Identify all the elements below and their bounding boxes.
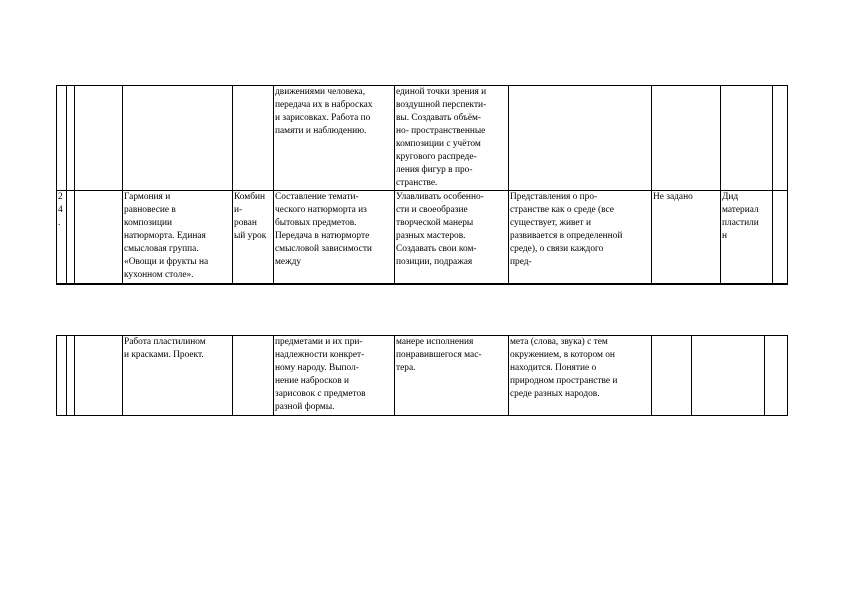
lesson-number: 2 4. (58, 192, 63, 228)
table-cell (123, 336, 233, 416)
table-cell (274, 86, 395, 191)
table-cell (274, 336, 395, 416)
lesson-skills: Улавливать особенно- сти и своеобразие творческой манеры разных мастеров. Создавать свои ком- позиции, подражая (396, 192, 484, 267)
table-cell (652, 336, 692, 416)
lesson-type: Комбин и- рован ый урок (234, 192, 267, 241)
table-cell (67, 336, 75, 416)
table-cell (57, 191, 67, 285)
table-cell (509, 86, 652, 191)
table-cell (57, 336, 67, 416)
table-cell (395, 191, 509, 285)
table-cell (721, 86, 773, 191)
lesson-plan-table-bottom (56, 335, 788, 416)
lesson-activity: Составление темати- ческого натюрморта из бытовых предметов. Передача в натюрморте смысловой зависимости между (275, 192, 372, 267)
lesson-activity: предметами и их при- надлежности конкрет- ному народу. Выпол- нение набросков и зарисовок с предметов разной формы. (275, 337, 366, 412)
table-cell (395, 86, 509, 191)
table-cell (75, 336, 123, 416)
table-row (57, 336, 788, 416)
table-cell (773, 191, 788, 285)
lesson-topic: Гармония и равновесие в композиции натюрморта. Единая смысловая группа. «Овощи и фрукты на кухонном столе». (124, 192, 209, 280)
lesson-plan-table-top (56, 85, 788, 285)
table-cell (509, 191, 652, 285)
lesson-materials: Дид материал пластили н (722, 192, 759, 241)
table-cell (123, 191, 233, 285)
table-cell (652, 191, 721, 285)
table-cell (57, 86, 67, 191)
lesson-concepts: мета (слова, звука) с тем окружением, в котором он находится. Понятие о природном пространстве и среде разных народов. (510, 337, 618, 399)
table-row (57, 191, 788, 285)
table-cell (274, 191, 395, 285)
table-cell (123, 86, 233, 191)
table-cell (509, 336, 652, 416)
table-cell (233, 336, 274, 416)
table-cell (692, 336, 765, 416)
table-cell (67, 191, 75, 285)
lesson-skills: манере исполнения понравившегося мас- тера. (396, 337, 482, 373)
table-cell (233, 86, 274, 191)
lesson-homework: Не задано (653, 192, 693, 202)
table-cell (233, 191, 274, 285)
table-cell (721, 191, 773, 285)
table-cell (67, 86, 75, 191)
table-cell (773, 86, 788, 191)
table-cell (75, 191, 123, 285)
table-cell (75, 86, 123, 191)
lesson-concepts: Представления о про- странстве как о среде (все существует, живет и развивается в определенной среде), о связи каждого пред- (510, 192, 623, 267)
cell-text: единой точки зрения и воздушной перспекти- вы. Создавать объём- но- пространственные композиции с учётом кругового распреде- ления фигур в про- странстве. (396, 87, 487, 188)
table-cell (395, 336, 509, 416)
cell-text: движениями человека, передача их в набросках и зарисовках. Работа по памяти и наблюдению. (275, 87, 373, 136)
table-row (57, 86, 788, 191)
table-cell (765, 336, 788, 416)
table-cell (652, 86, 721, 191)
lesson-topic: Работа пластилином и красками. Проект. (124, 337, 206, 360)
